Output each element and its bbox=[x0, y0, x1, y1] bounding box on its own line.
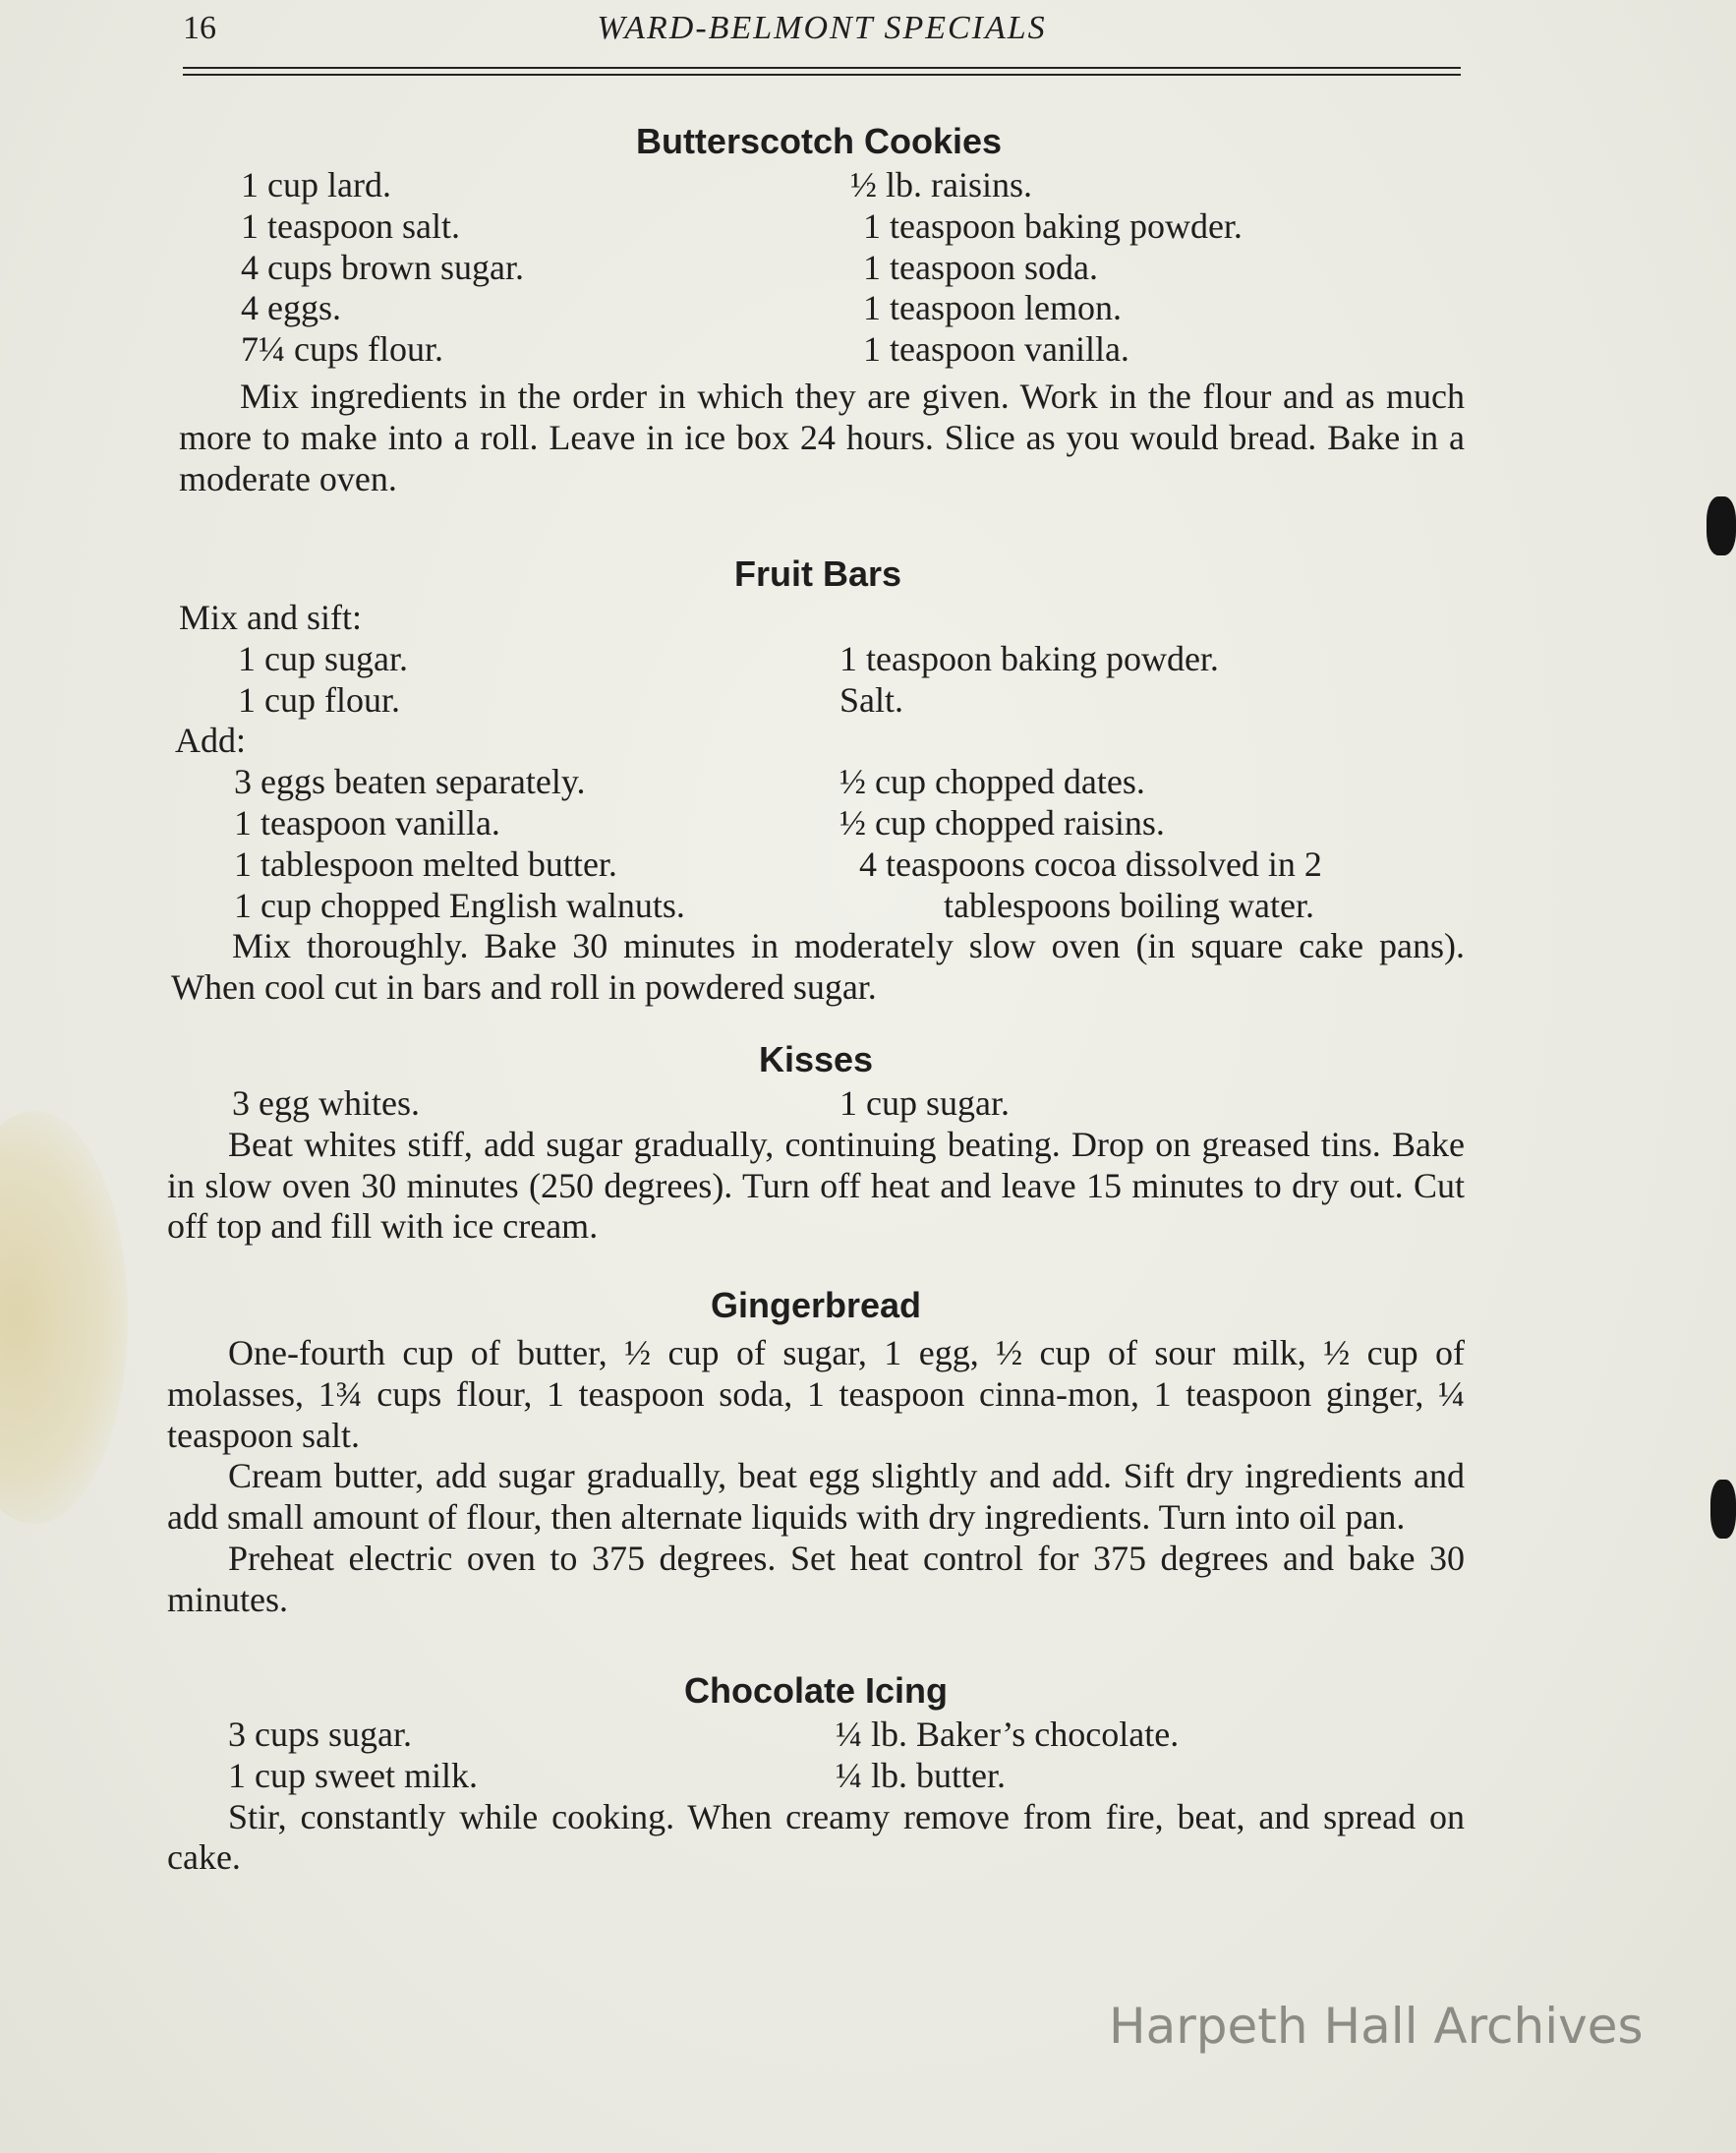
ingredient-row bbox=[167, 206, 1465, 248]
directions-text: Mix thoroughly. Bake 30 minutes in moderately slow oven (in square cake pans). When cool cut in bars and roll in powdered sugar. bbox=[171, 926, 1465, 1008]
recipe-directions bbox=[167, 377, 1465, 499]
ingredient-row bbox=[167, 165, 1465, 206]
ingredient-row bbox=[167, 1715, 1465, 1756]
ingredient-row bbox=[167, 1083, 1465, 1125]
ingredient: 1 teaspoon salt. bbox=[241, 205, 460, 246]
recipe-kisses bbox=[167, 1036, 1465, 1248]
recipe-gingerbread bbox=[167, 1282, 1465, 1621]
ingredient: 4 eggs. bbox=[241, 288, 341, 328]
ingredient-row bbox=[167, 762, 1465, 803]
ingredient: 3 eggs beaten separately. bbox=[234, 762, 586, 802]
running-title: WARD-BELMONT SPECIALS bbox=[597, 10, 1047, 46]
ingredient: 1 cup sweet milk. bbox=[228, 1755, 478, 1795]
binding-hole-bottom bbox=[1710, 1480, 1736, 1539]
header-rule bbox=[183, 67, 1461, 76]
ingredient: tablespoons boiling water. bbox=[944, 885, 1314, 925]
ingredient: ½ cup chopped dates. bbox=[839, 762, 1145, 802]
recipe-chocolate-icing bbox=[167, 1667, 1465, 1879]
section-label: Add: bbox=[175, 721, 246, 761]
ingredient: 4 cups brown sugar. bbox=[241, 247, 524, 287]
page-header bbox=[183, 10, 1461, 59]
recipe-ingredients-paragraph bbox=[167, 1333, 1465, 1456]
ingredient: 3 cups sugar. bbox=[228, 1715, 412, 1754]
ingredient: ¼ lb. Baker’s chocolate. bbox=[836, 1715, 1180, 1754]
ingredients-text: One-fourth cup of butter, ½ cup of sugar, 1 egg, ½ cup of sour milk, ½ cup of molasses, 1¾ cups flour, 1 teaspoon soda, 1 teaspoon cinna-mon, 1 teaspoon ginger, ¼ teaspoon salt. bbox=[167, 1333, 1465, 1455]
ingredient: Salt. bbox=[839, 679, 904, 720]
directions-text: Beat whites stiff, add sugar gradually, continuing beating. Drop on greased tins. Bake in slow oven 30 minutes (250 degrees). Turn off heat and leave 15 minutes to dry out. Cut off top and fill with ice cream. bbox=[167, 1124, 1465, 1247]
ingredient-row bbox=[167, 248, 1465, 289]
ingredient: 4 teaspoons cocoa dissolved in 2 bbox=[859, 844, 1322, 884]
ingredient: 1 teaspoon lemon. bbox=[863, 288, 1122, 328]
ingredient: ½ cup chopped raisins. bbox=[839, 802, 1165, 843]
ingredient: ¼ lb. butter. bbox=[836, 1755, 1006, 1795]
recipe-title: Fruit Bars bbox=[733, 553, 902, 594]
recipe-directions bbox=[167, 1797, 1465, 1880]
recipe-title: Gingerbread bbox=[710, 1285, 922, 1325]
ingredient-row bbox=[167, 329, 1465, 371]
ingredient: 7¼ cups flour. bbox=[241, 329, 443, 370]
recipe-title: Kisses bbox=[758, 1039, 874, 1079]
ingredient-row bbox=[167, 680, 1465, 722]
recipe-title: Butterscotch Cookies bbox=[635, 121, 1003, 161]
directions-text: Mix ingredients in the order in which they are given. Work in the flour and as much more to make into a roll. Leave in ice box 24 hours. Slice as you would bread. Bake in a moderate oven. bbox=[179, 376, 1465, 498]
ingredient: 3 egg whites. bbox=[232, 1083, 420, 1123]
ingredient: ½ lb. raisins. bbox=[850, 165, 1032, 204]
ingredient-row bbox=[167, 844, 1465, 886]
binding-hole-top bbox=[1707, 496, 1736, 555]
ingredient: 1 cup flour. bbox=[238, 679, 400, 720]
directions-text: Cream butter, add sugar gradually, beat egg slightly and add. Sift dry ingredients and add small amount of flour, then alternate liquids with dry ingredients. Turn into oil pan. bbox=[167, 1456, 1465, 1538]
recipe-directions bbox=[167, 926, 1465, 1009]
water-stain bbox=[0, 1111, 128, 1524]
directions-text: Stir, constantly while cooking. When creamy remove from fire, beat, and spread on cake. bbox=[167, 1796, 1465, 1878]
ingredient-row bbox=[167, 1756, 1465, 1797]
section-label-row bbox=[167, 598, 1465, 639]
ingredient: 1 cup chopped English walnuts. bbox=[234, 885, 685, 925]
ingredient-row bbox=[167, 288, 1465, 329]
baking-note-text: Preheat electric oven to 375 degrees. Set heat control for 375 degrees and bake 30 minutes. bbox=[167, 1538, 1465, 1619]
ingredient: 1 cup sugar. bbox=[238, 638, 408, 678]
recipe-baking-note bbox=[167, 1539, 1465, 1621]
section-label-row bbox=[167, 721, 1465, 762]
recipe-fruit-bars bbox=[167, 551, 1465, 1009]
section-label: Mix and sift: bbox=[179, 598, 362, 637]
ingredient: 1 teaspoon baking powder. bbox=[863, 205, 1243, 246]
ingredient: 1 cup lard. bbox=[241, 165, 391, 204]
recipe-butterscotch-cookies bbox=[167, 118, 1465, 499]
ingredient: 1 teaspoon baking powder. bbox=[839, 638, 1219, 678]
recipe-directions bbox=[167, 1456, 1465, 1539]
archive-watermark: Harpeth Hall Archives bbox=[1109, 1998, 1644, 2055]
recipe-directions bbox=[167, 1125, 1465, 1248]
ingredient: 1 cup sugar. bbox=[839, 1083, 1010, 1123]
ingredient-row bbox=[167, 803, 1465, 844]
ingredient: 1 teaspoon vanilla. bbox=[863, 329, 1129, 370]
ingredient: 1 teaspoon vanilla. bbox=[234, 802, 500, 843]
ingredient: 1 tablespoon melted butter. bbox=[234, 844, 617, 884]
ingredient-row bbox=[167, 639, 1465, 680]
page-number: 16 bbox=[183, 10, 216, 46]
ingredient: 1 teaspoon soda. bbox=[863, 247, 1098, 287]
ingredient-row bbox=[167, 886, 1465, 927]
recipe-title: Chocolate Icing bbox=[683, 1670, 949, 1711]
